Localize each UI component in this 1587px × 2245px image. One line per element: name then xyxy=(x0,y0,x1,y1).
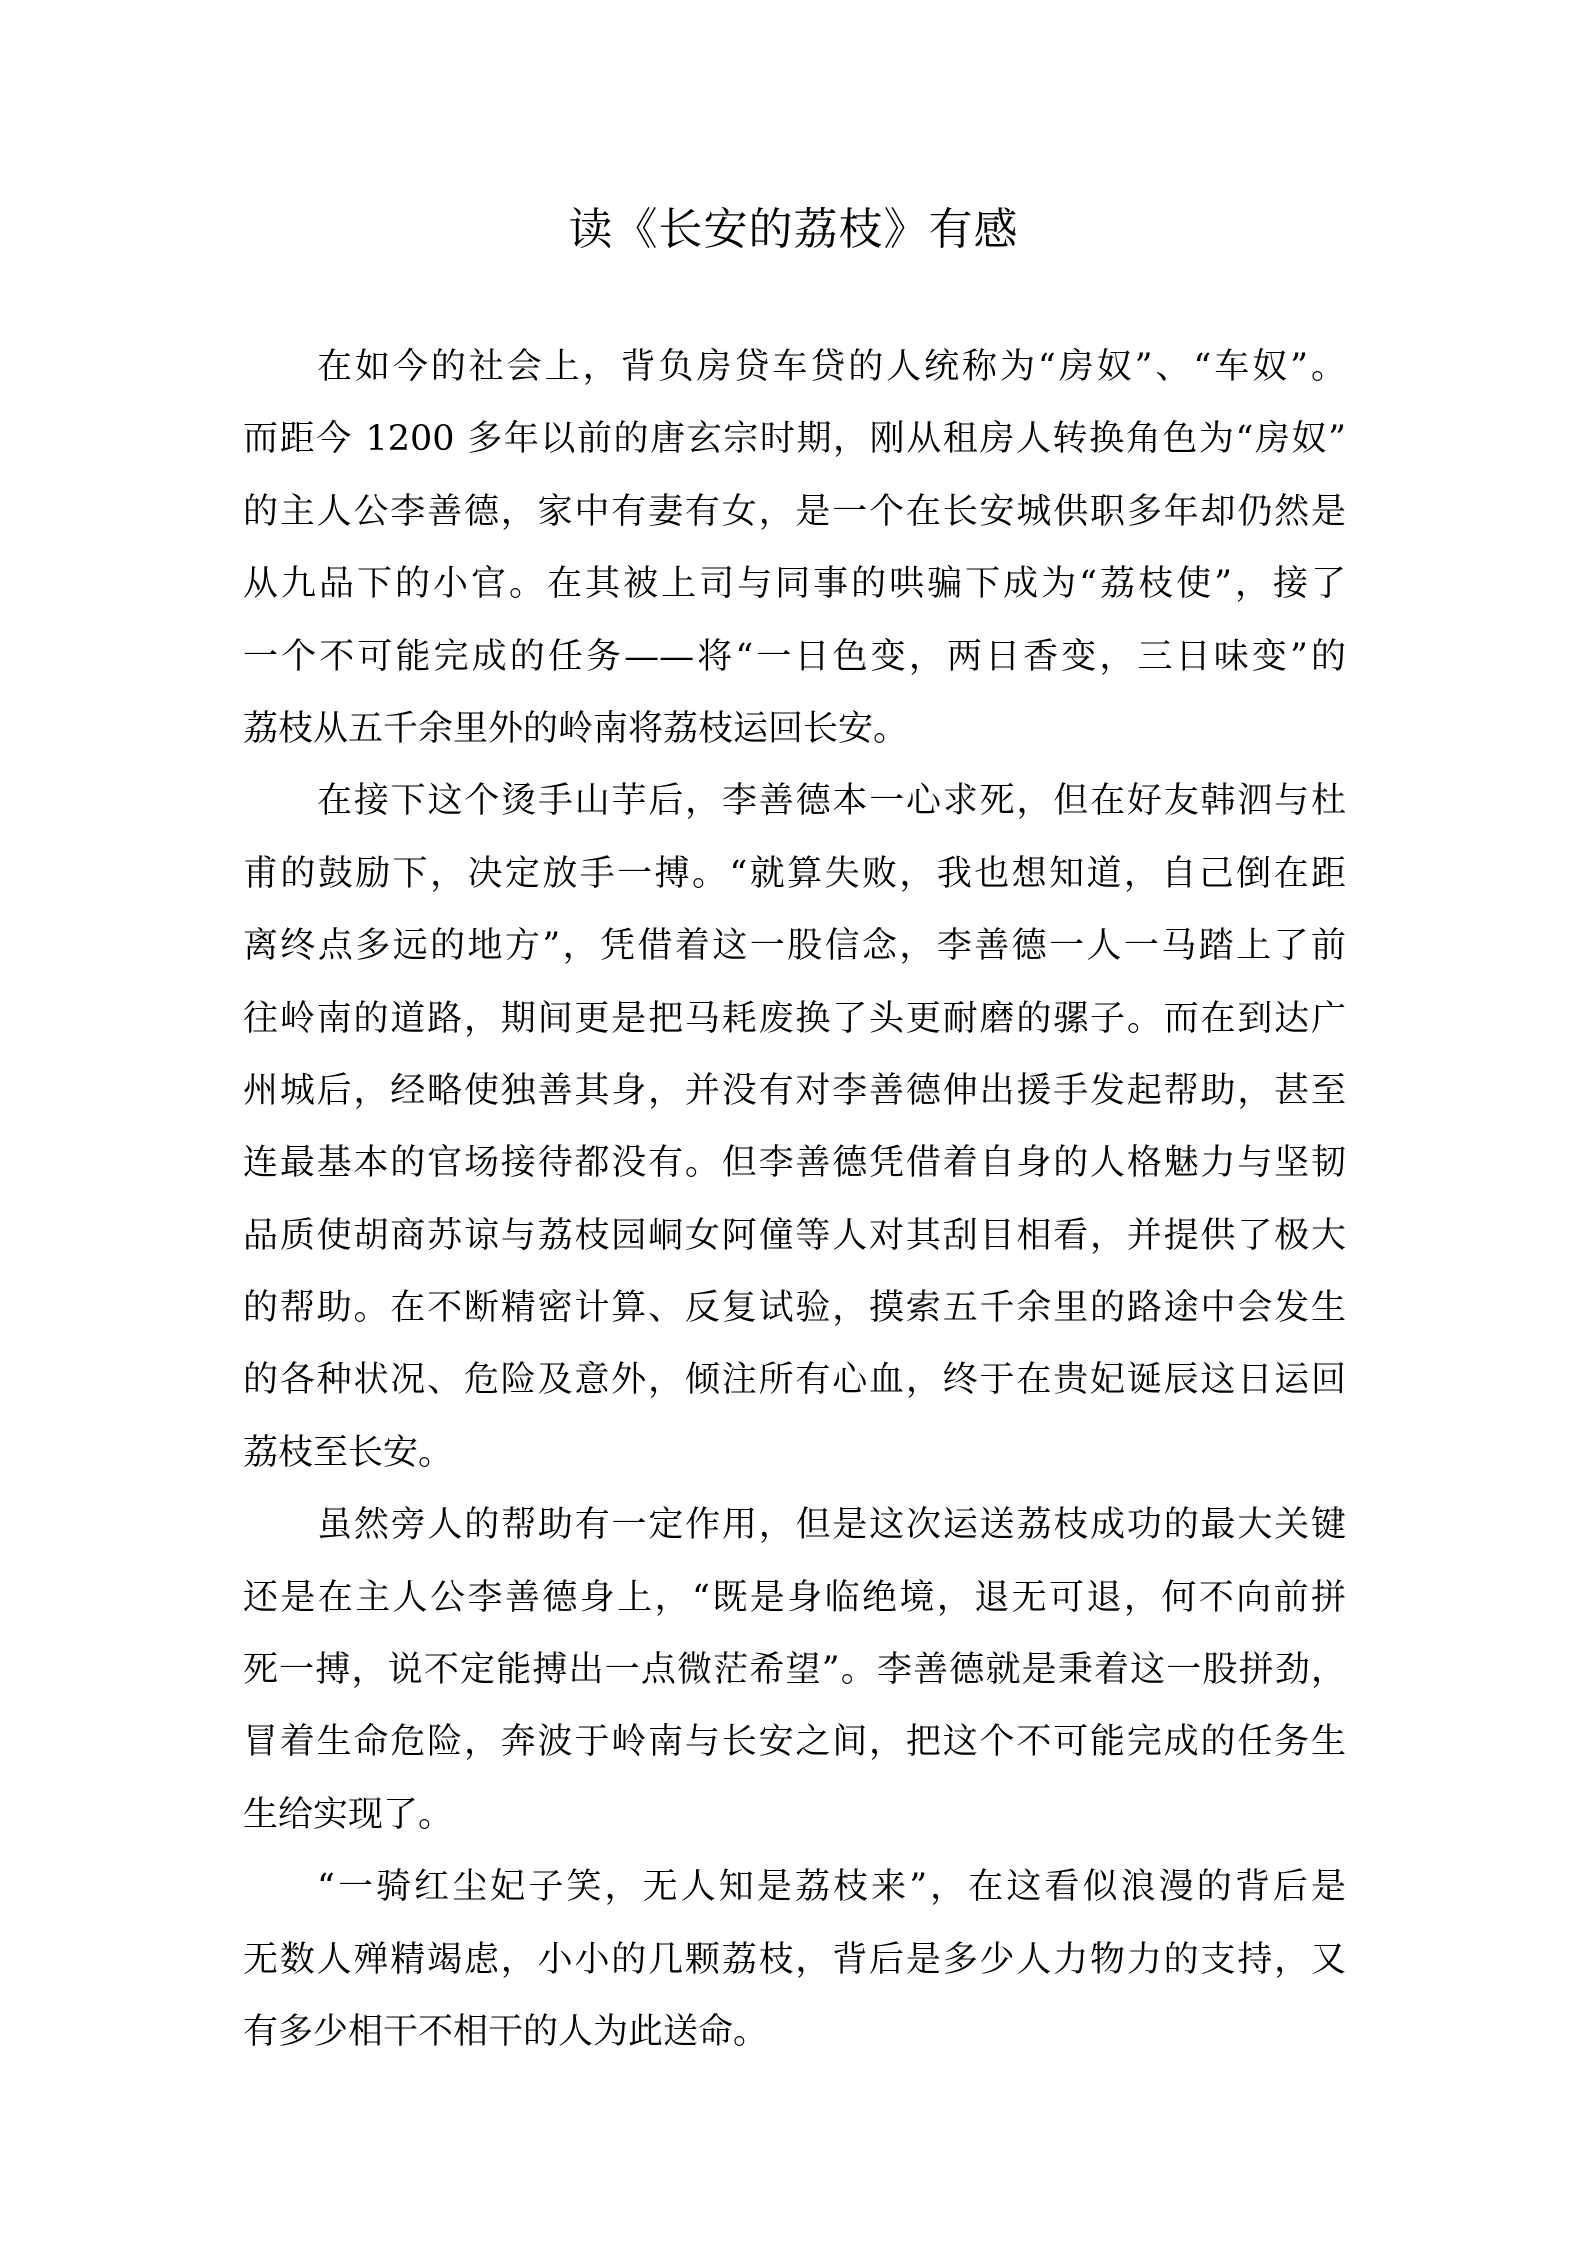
text-line: 的各种状况、危险及意外，倾注所有心血，终于在贵妃诞辰这日运回 xyxy=(243,1360,1346,1401)
text-line: 的主人公李善德，家中有妻有女，是一个在长安城供职多年却仍然是 xyxy=(243,491,1346,532)
text-line: 从九品下的小官。在其被上司与同事的哄骗下成为“荔枝使”，接了 xyxy=(243,564,1346,605)
document-title: 读《长安的荔枝》有感 xyxy=(568,204,1019,255)
text-line: 往岭南的道路，期间更是把马耗废换了头更耐磨的骡子。而在到达广 xyxy=(243,998,1346,1039)
text-line: 而距今 1200 多年以前的唐玄宗时期，刚从租房人转换角色为“房奴” xyxy=(243,419,1346,460)
paragraph-4 xyxy=(243,1851,1346,2068)
paragraph-1 xyxy=(243,331,1346,765)
text-line: 州城后，经略使独善其身，并没有对李善德伸出援手发起帮助，甚至 xyxy=(243,1070,1346,1111)
text-line: 死一搏，说不定能搏出一点微茫希望”。李善德就是秉着这一股拼劲， xyxy=(243,1650,1346,1691)
text-line: 在如今的社会上，背负房贷车贷的人统称为“房奴”、“车奴”。 xyxy=(317,347,1346,387)
text-line: 荔枝从五千余里外的岭南将荔枝运回长安。 xyxy=(243,708,909,749)
text-line: 虽然旁人的帮助有一定作用，但是这次运送荔枝成功的最大关键 xyxy=(317,1505,1346,1546)
text-line: 连最基本的官场接待都没有。但李善德凭借着自身的人格魅力与坚韧 xyxy=(243,1143,1346,1184)
text-line: 冒着生命危险，奔波于岭南与长安之间，把这个不可能完成的任务生 xyxy=(243,1722,1346,1763)
text-line: 有多少相干不相干的人为此送命。 xyxy=(243,2011,769,2052)
text-line: 品质使胡商苏谅与荔枝园峒女阿僮等人对其刮目相看，并提供了极大 xyxy=(243,1215,1346,1256)
text-line: 一个不可能完成的任务——将“一日色变，两日香变，三日味变”的 xyxy=(243,636,1346,677)
text-line: “一骑红尘妃子笑，无人知是荔枝来”，在这看似浪漫的背后是 xyxy=(317,1867,1346,1908)
text-line: 生给实现了。 xyxy=(243,1794,454,1835)
document-body xyxy=(243,331,1346,2068)
text-line: 还是在主人公李善德身上，“既是身临绝境，退无可退，何不向前拼 xyxy=(243,1577,1346,1618)
text-line: 离终点多远的地方”，凭借着这一股信念，李善德一人一马踏上了前 xyxy=(243,926,1346,967)
paragraph-2 xyxy=(243,765,1346,1489)
text-line: 甫的鼓励下，决定放手一搏。“就算失败，我也想知道，自己倒在距 xyxy=(243,853,1346,894)
text-line: 在接下这个烫手山芋后，李善德本一心求死，但在好友韩泗与杜 xyxy=(317,781,1346,822)
text-line: 的帮助。在不断精密计算、反复试验，摸索五千余里的路途中会发生 xyxy=(243,1288,1346,1329)
text-line: 荔枝至长安。 xyxy=(243,1432,454,1473)
paragraph-3 xyxy=(243,1489,1346,1851)
text-line: 无数人殚精竭虑，小小的几颗荔枝，背后是多少人力物力的支持，又 xyxy=(243,1939,1346,1980)
